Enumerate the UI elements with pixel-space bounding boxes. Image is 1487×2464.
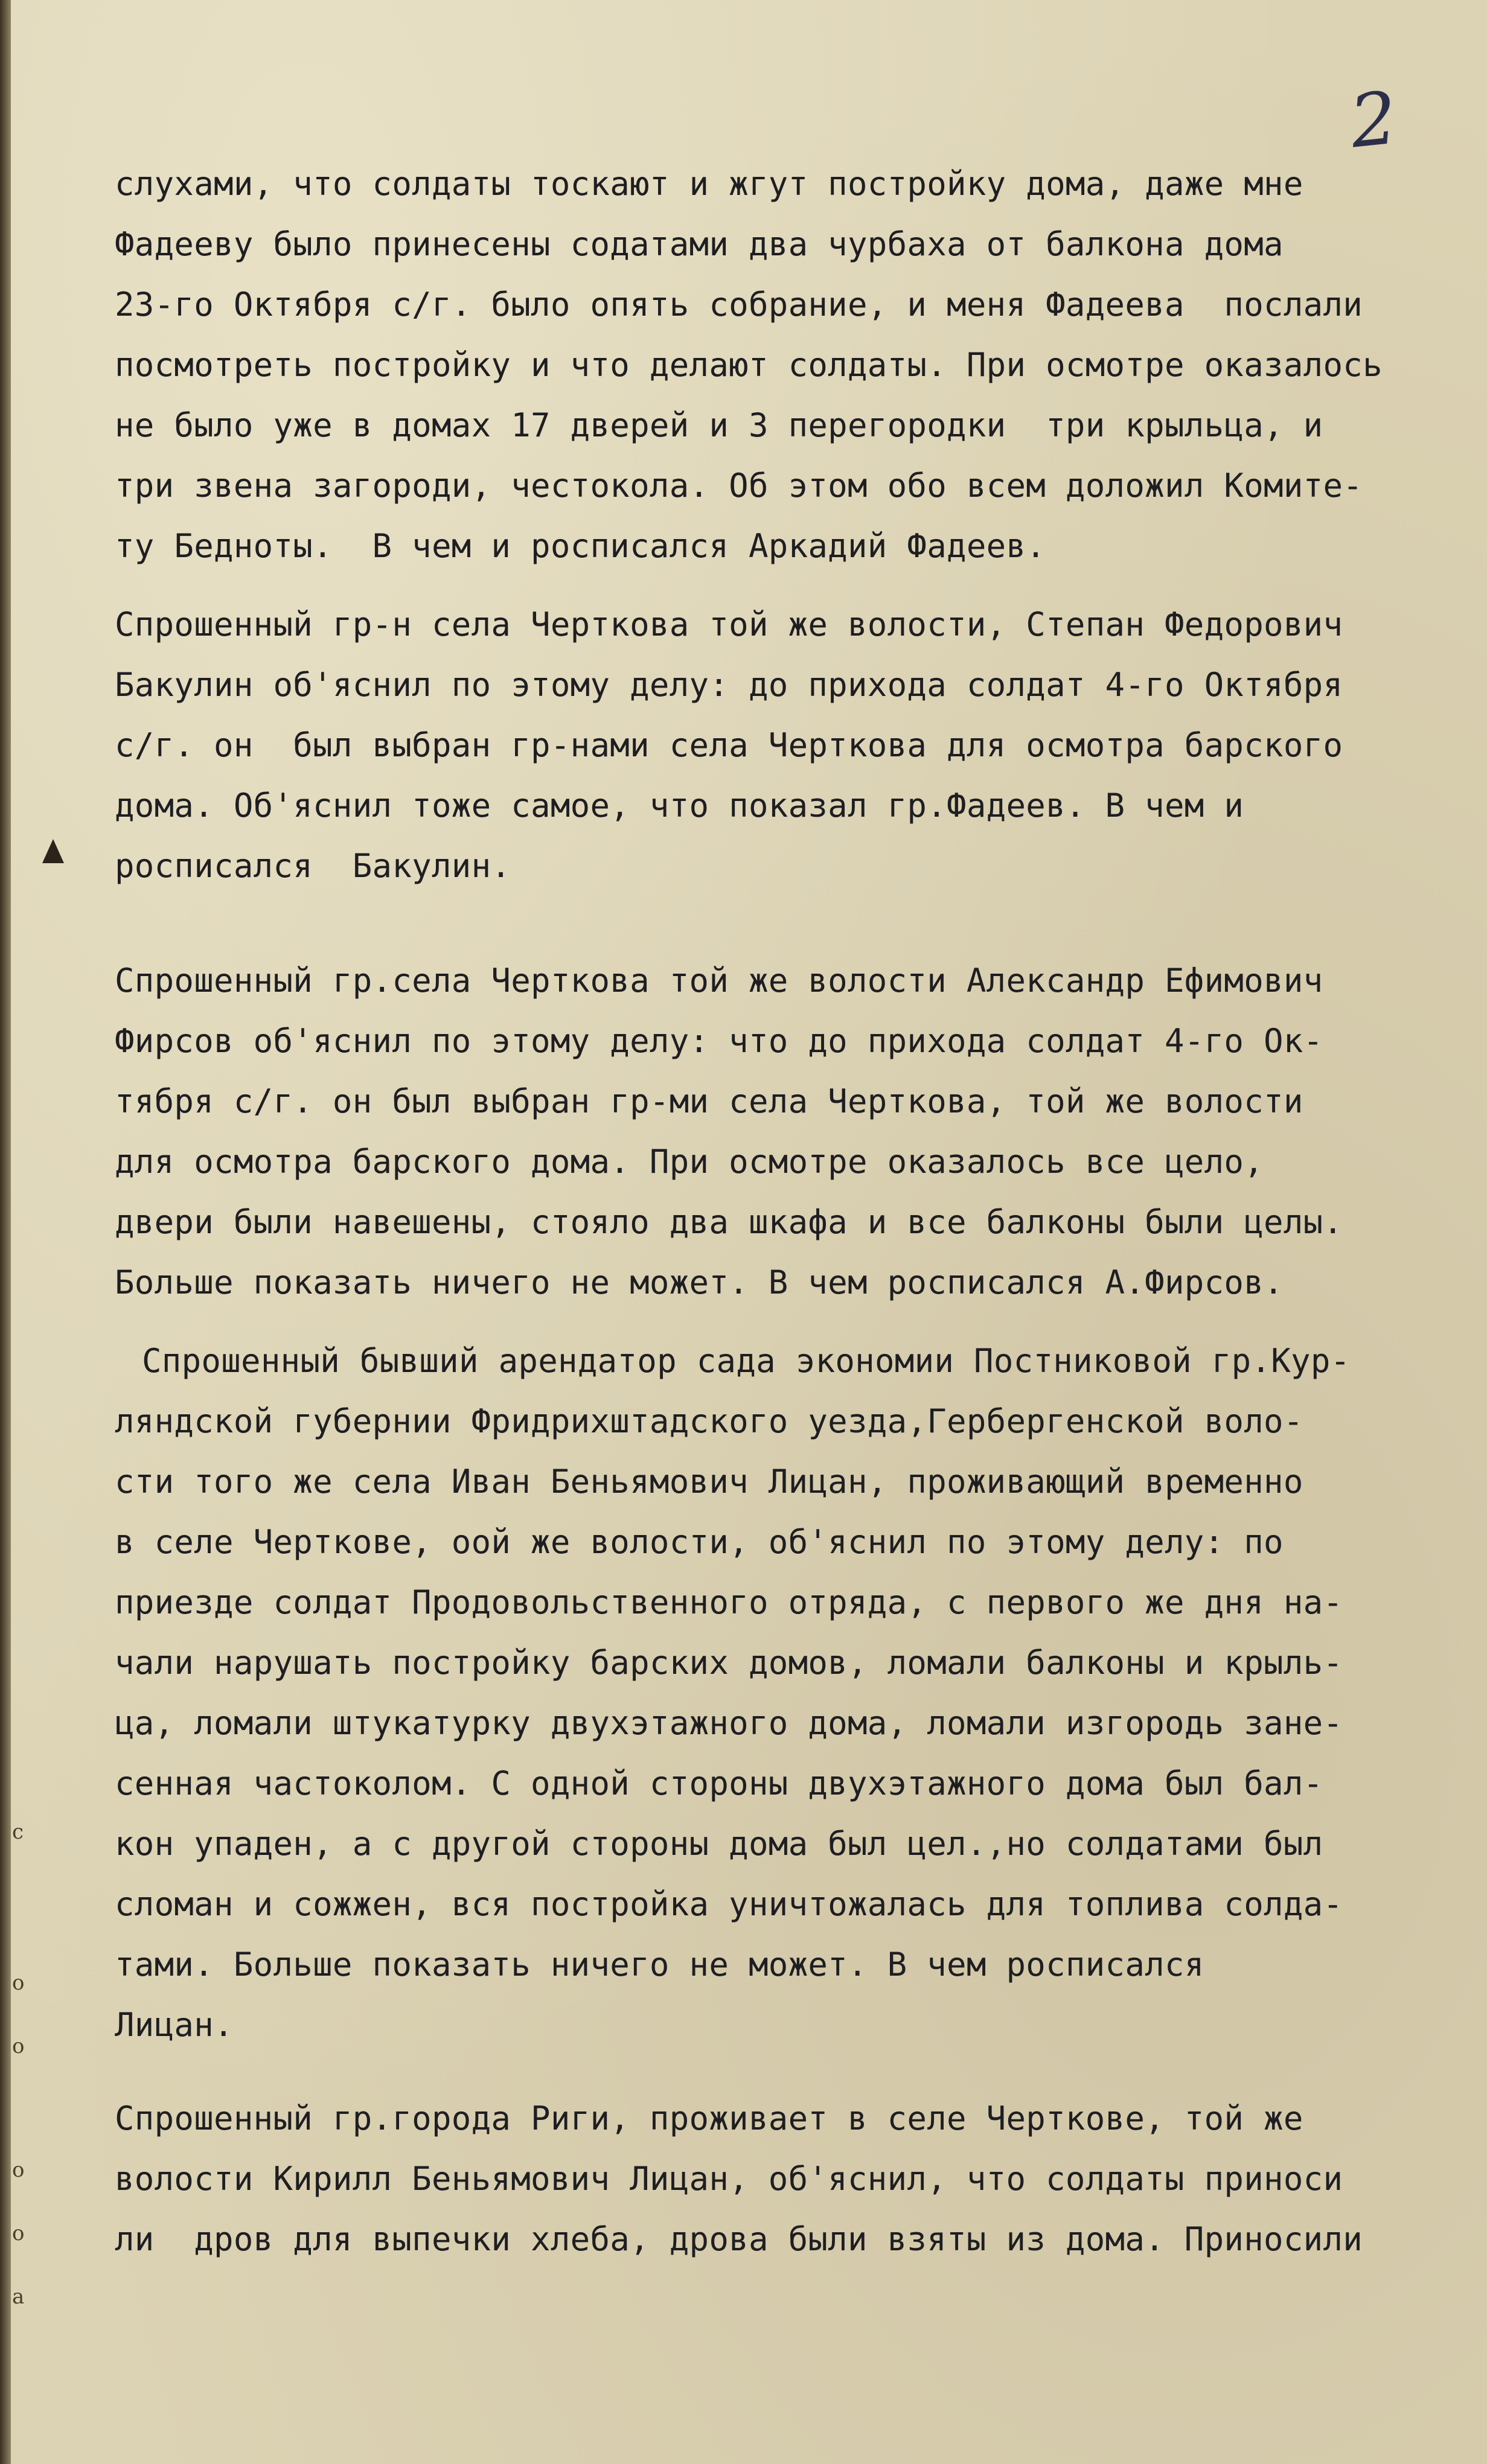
text-line: посмотреть постройку и что делают солдаты. При осмотре оказалось [115,346,1383,384]
text-line: тября с/г. он был выбран гр-ми села Черткова, той же волости [115,1082,1303,1120]
text-line: для осмотра барского дома. При осмотре оказалось все цело, [115,1143,1264,1181]
text-line: ту Бедноты. В чем и росписался Аркадий Фадеев. [115,527,1046,565]
text-line: три звена загороди, честокола. Об этом обо всем доложил Комите- [115,467,1363,505]
text-line: Лицан. [115,2006,234,2044]
text-line: ца, ломали штукатурку двухэтажного дома, ломали изгородь зане- [115,1704,1343,1742]
punch-hole-mark [42,839,64,863]
margin-glyph: о [12,2158,25,2182]
text-line: сломан и сожжен, вся постройка уничтожалась для топлива солда- [115,1885,1343,1923]
text-line: ляндской губернии Фридрихштадского уезда,Гербергенской воло- [115,1402,1303,1440]
text-line: с/г. он был выбран гр-нами села Черткова для осмотра барского [115,726,1343,764]
text-line: двери были навешены, стояло два шкафа и все балконы были целы. [115,1203,1343,1241]
text-line: в селе Черткове, оой же волости, об'яснил по этому делу: по [115,1523,1284,1561]
text-line: сти того же села Иван Беньямович Лицан, проживающий временно [115,1463,1303,1501]
margin-glyph: о [12,2221,25,2245]
text-line: 23-го Октября с/г. было опять собрание, и меня Фадеева послали [115,286,1363,324]
text-line: ли дров для выпечки хлеба, дрова были взяты из дома. Приносили [115,2220,1363,2258]
text-line: кон упаден, а с другой стороны дома был цел.,но солдатами был [115,1825,1323,1863]
text-line: слухами, что солдаты тоскают и жгут постройку дома, даже мне [115,165,1303,203]
text-line: Спрошенный гр.села Черткова той же волости Александр Ефимович [115,962,1323,1000]
text-line: волости Кирилл Беньямович Лицан, об'яснил, что солдаты приноси [115,2160,1343,2198]
text-line: Спрошенный бывший арендатор сада экономии Постниковой гр.Кур- [142,1342,1351,1380]
text-line: дома. Об'яснил тоже самое, что показал гр.Фадеев. В чем и [115,787,1244,825]
text-line: Бакулин об'яснил по этому делу: до прихода солдат 4-го Октября [115,666,1343,704]
document-body [115,154,1443,2270]
paragraph-kirill-litsan [115,2089,1443,2270]
text-line: Фадееву было принесены содатами два чурбаха от балкона дома [115,225,1284,263]
text-line: тами. Больше показать ничего не может. В чем росписался [115,1945,1204,1984]
margin-glyph: а [12,2285,25,2309]
paragraph-ivan-litsan [115,1331,1443,2055]
left-binding-edge [0,0,11,2464]
paragraph-firsov [115,951,1443,1313]
paragraph-fadeev [115,154,1443,576]
page-number: 2 [1346,76,1401,165]
text-line: Больше показать ничего не может. В чем росписался А.Фирсов. [115,1263,1284,1301]
text-line: не было уже в домах 17 дверей и 3 перегородки три крыльца, и [115,406,1323,444]
document-page [11,0,1487,2464]
text-line: приезде солдат Продовольственного отряда, с первого же дня на- [115,1583,1343,1621]
margin-glyph: с [12,1820,24,1844]
text-line: Спрошенный гр.города Риги, проживает в селе Черткове, той же [115,2099,1303,2137]
text-line: Фирсов об'яснил по этому делу: что до прихода солдат 4-го Ок- [115,1022,1323,1060]
text-line: чали нарушать постройку барских домов, ломали балконы и крыль- [115,1644,1343,1682]
text-line: росписался Бакулин. [115,847,511,885]
paragraph-bakulin [115,595,1443,896]
text-line: сенная частоколом. С одной стороны двухэтажного дома был бал- [115,1764,1323,1802]
margin-glyph: о [12,1971,25,1995]
text-line: Спрошенный гр-н села Черткова той же волости, Степан Федорович [115,605,1343,643]
margin-glyph: о [12,2034,25,2058]
